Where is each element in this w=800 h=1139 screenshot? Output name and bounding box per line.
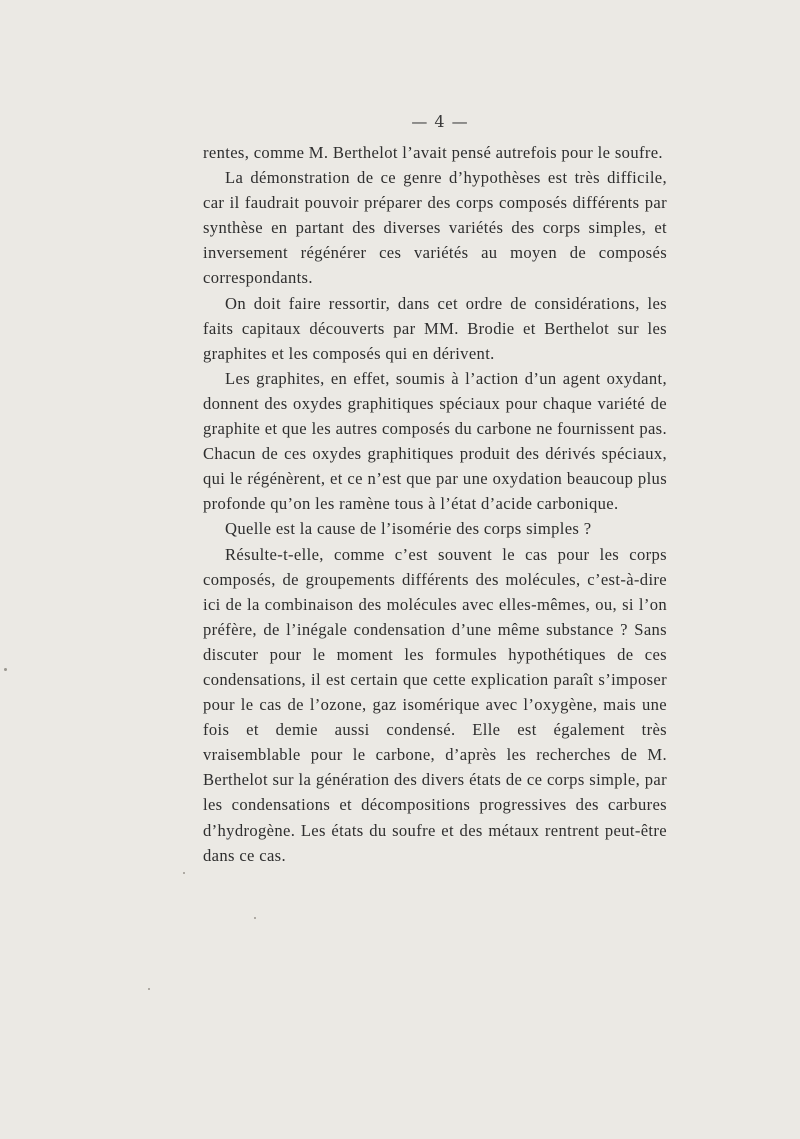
paragraph-question: Quelle est la cause de l’isomérie des corps simples ? bbox=[225, 519, 592, 539]
paragraph: La démonstration de ce genre d’hypothèses est très difficile, car il faudrait pouvoir préparer des corps composés différents par synthèse en partant des diverses variétés des corps simples, et inversement régénérer ces variétés au moyen de composés correspondants. bbox=[203, 168, 667, 288]
paragraph: Résulte-t-elle, comme c’est souvent le cas pour les corps composés, de groupements différents des molécules, c’est-à-dire ici de la combinaison des molécules avec elles-mêmes, ou, si l’on préfère, de l’inégale condensation d’une même substance ? Sans discuter pour le moment les formules hypothétiques de ces condensations, il est certain que cette explication paraît s’imposer pour le cas de l’ozone, gaz isomérique avec l’oxygène, mais une fois et demie aussi condensé. Elle est également très vraisemblable pour le carbone, d’après les recherches de M. Berthelot sur la génération des divers états de ce corps simple, par les condensations et décompositions progressives des carbures d’hydrogène. Les états du soufre et des métaux rentrent peut-être dans ce cas. bbox=[203, 544, 667, 865]
page-number: — 4 — bbox=[411, 112, 469, 131]
paragraph: Les graphites, en effet, soumis à l’action d’un agent oxydant, donnent des oxydes graphitiques spéciaux pour chaque variété de graphite et que les autres composés du carbone ne fournissent pas. Chacun de ces oxydes graphitiques produit des dérivés spéciaux, qui le régénèrent, et ce n’est que par une oxydation beaucoup plus profonde qu’on les ramène tous à l’état d’acide carbonique. bbox=[203, 368, 667, 514]
paper-speck bbox=[183, 872, 185, 874]
paper-speck bbox=[4, 668, 7, 671]
paper-speck bbox=[254, 917, 256, 919]
paper-speck bbox=[148, 988, 150, 990]
body-text bbox=[203, 140, 667, 868]
paragraph-continuation: rentes, comme M. Berthelot l’avait pensé autrefois pour le soufre. bbox=[203, 143, 663, 162]
paragraph: On doit faire ressortir, dans cet ordre de considérations, les faits capitaux découverts par MM. Brodie et Berthelot sur les graphites et les composés qui en dérivent. bbox=[203, 293, 667, 363]
